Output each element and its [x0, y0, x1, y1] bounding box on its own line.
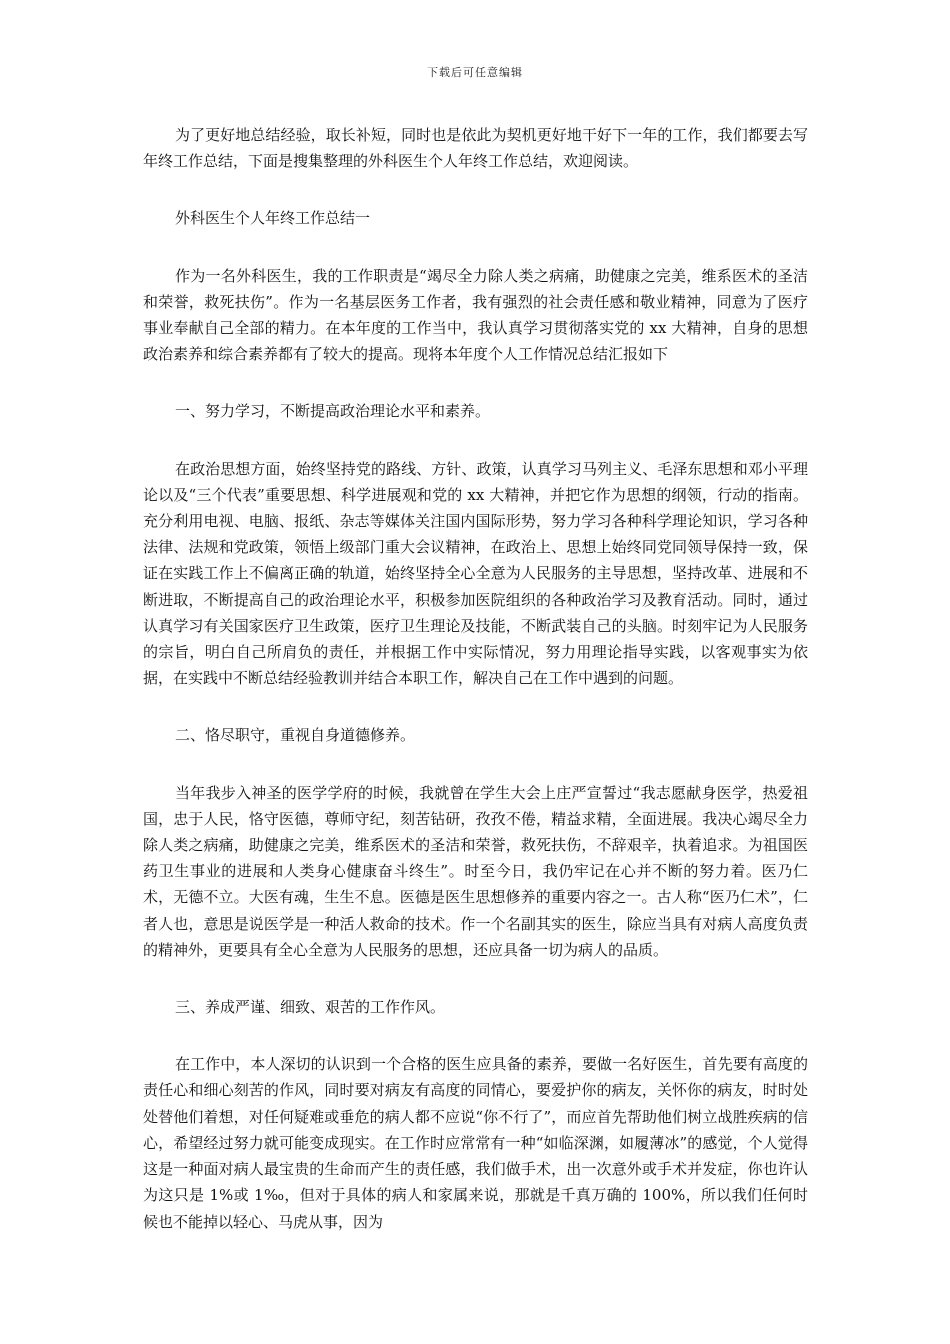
page-header: 下载后可任意编辑	[427, 66, 523, 79]
body-paragraph: 在政治思想方面，始终坚持党的路线、方针、政策，认真学习马列主义、毛泽东思想和邓小平理论以及“三个代表”重要思想、科学进展观和党的 xx 大精神，并把它作为思想的纲领，行动的指南。充分利用电视、电脑、报纸、杂志等媒体关注国内国际形势，努力学习各种科学理论知识，学习各种法律、法规和党政策，领悟上级部门重大会议精神，在政治上、思想上始终同党同领导保持一致，保证在实践工作上不偏离正确的轨道，始终坚持全心全意为人民服务的主导思想，坚持改革、进展和不断进取，不断提高自己的政治理论水平，积极参加医院组织的各种政治学习及教育活动。同时，通过认真学习有关国家医疗卫生政策，医疗卫生理论及技能，不断武装自己的头脑。时刻牢记为人民服务的宗旨，明白自己所肩负的责任，并根据工作中实际情况，努力用理论指导实践，以客观事实为依据，在实践中不断总结经验教训并结合本职工作，解决自己在工作中遇到的问题。	[143, 459, 808, 688]
body-paragraph: 在工作中，本人深切的认识到一个合格的医生应具备的素养，要做一名好医生，首先要有高度的责任心和细心刻苦的作风，同时要对病友有高度的同情心，要爱护你的病友，关怀你的病友，时时处处替他们着想，对任何疑难或垂危的病人都不应说“你不行了”，而应首先帮助他们树立战胜疾病的信心，希望经过努力就可能变成现实。在工作时应常常有一种“如临深渊，如履薄冰”的感觉，个人觉得这是一种面对病人最宝贵的生命而产生的责任感，我们做手术，出一次意外或手术并发症，你也许认为这只是 1%或 1‰，但对于具体的病人和家属来说，那就是千真万确的 100%，所以我们任何时候也不能掉以轻心、马虎从事，因为	[143, 1055, 808, 1231]
section-heading-3: 三、养成严谨、细致、艰苦的工作作风。	[175, 998, 446, 1017]
intro-paragraph: 为了更好地总结经验，取长补短，同时也是依此为契机更好地干好下一年的工作，我们都要去写年终工作总结，下面是搜集整理的外科医生个人年终工作总结，欢迎阅读。	[143, 126, 808, 171]
section-heading-1: 一、努力学习，不断提高政治理论水平和素养。	[175, 402, 491, 421]
section-heading-2: 二、恪尽职守，重视自身道德修养。	[175, 726, 416, 745]
section-title: 外科医生个人年终工作总结一	[175, 209, 371, 228]
body-paragraph: 作为一名外科医生，我的工作职责是“竭尽全力除人类之病痛，助健康之完美，维系医术的圣洁和荣誉，救死扶伤”。作为一名基层医务工作者，我有强烈的社会责任感和敬业精神，同意为了医疗事业奉献自己全部的精力。在本年度的工作当中，我认真学习贯彻落实党的 xx 大精神，自身的思想政治素养和综合素养都有了较大的提高。现将本年度个人工作情况总结汇报如下	[143, 266, 808, 364]
document-body	[143, 122, 808, 1235]
body-paragraph: 当年我步入神圣的医学学府的时候，我就曾在学生大会上庄严宣誓过“我志愿献身医学，热爱祖国，忠于人民，恪守医德，尊师守纪，刻苦钻研，孜孜不倦，精益求精，全面进展。我决心竭尽全力除人类之病痛，助健康之完美，维系医术的圣洁和荣誉，救死扶伤，不辞艰辛，执着追求。为祖国医药卫生事业的进展和人类身心健康奋斗终生”。时至今日，我仍牢记在心并不断的努力着。医乃仁术，无德不立。大医有魂，生生不息。医德是医生思想修养的重要内容之一。古人称“医乃仁术”，仁者人也，意思是说医学是一种活人救命的技术。作一个名副其实的医生，除应当具有对病人高度负责的精神外，更要具有全心全意为人民服务的思想，还应具备一切为病人的品质。	[143, 783, 808, 959]
